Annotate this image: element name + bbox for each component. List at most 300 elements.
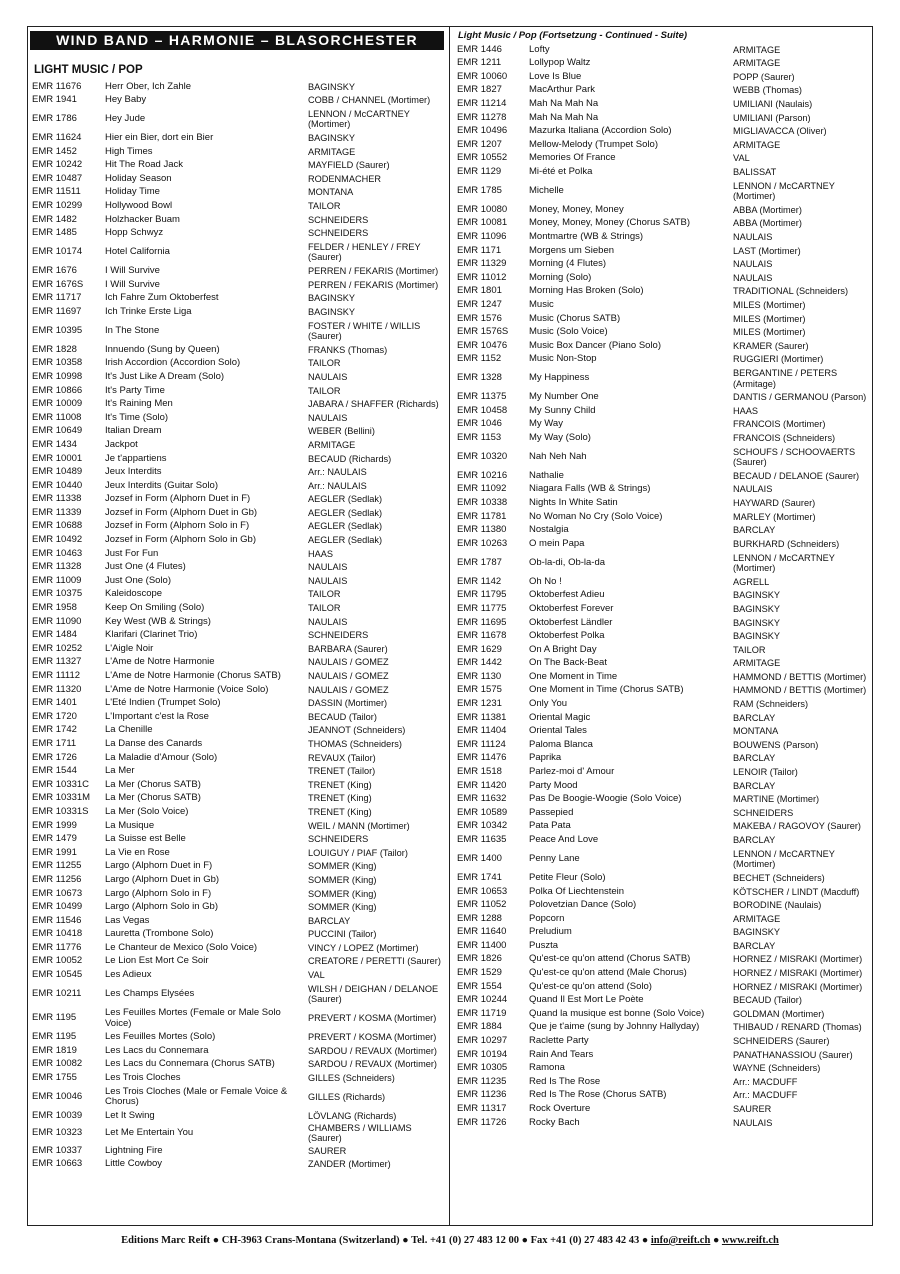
composer-name: BECAUD (Tailor) <box>733 995 802 1006</box>
catalog-row <box>32 710 444 724</box>
catalog-row <box>32 240 444 264</box>
catalog-row <box>32 213 444 227</box>
piece-title: La Suisse est Belle <box>105 833 186 845</box>
footer-fax: Fax +41 (0) 27 483 42 43 <box>530 1235 640 1246</box>
composer-name: MARLEY (Mortimer) <box>733 511 816 522</box>
catalog-code: EMR 10649 <box>32 425 83 437</box>
piece-title: La Mer (Solo Voice) <box>105 805 189 817</box>
piece-title: Only You <box>529 698 568 710</box>
catalog-code: EMR 10060 <box>457 70 508 82</box>
catalog-code: EMR 11795 <box>457 589 507 601</box>
catalog-row <box>32 520 444 534</box>
catalog-row <box>32 1144 444 1158</box>
piece-title: High Times <box>105 145 153 157</box>
catalog-row <box>32 860 444 874</box>
composer-name: ARMITAGE <box>308 439 356 450</box>
catalog-row <box>457 469 871 483</box>
piece-title: Jeux Interdits (Guitar Solo) <box>105 479 218 491</box>
composer-name: BAGINSKY <box>733 617 780 628</box>
composer-name: AGRELL <box>733 576 770 587</box>
catalog-code: EMR 1434 <box>32 438 77 450</box>
piece-title: Music (Chorus SATB) <box>529 312 621 324</box>
catalog-code: EMR 10552 <box>457 152 508 164</box>
piece-title: Red Is The Rose (Chorus SATB) <box>529 1089 667 1101</box>
catalog-code: EMR 1575 <box>457 684 502 696</box>
piece-title: Raclette Party <box>529 1035 589 1047</box>
piece-title: L'Aigle Noir <box>105 642 154 654</box>
catalog-code: EMR 10216 <box>457 469 508 481</box>
catalog-row <box>32 669 444 683</box>
composer-name: FRANCOIS (Mortimer) <box>733 419 826 430</box>
piece-title: L'Ame de Notre Harmonie (Voice Solo) <box>105 683 269 695</box>
catalog-row <box>457 152 871 166</box>
catalog-code: EMR 11697 <box>32 305 82 317</box>
catalog-code: EMR 10331M <box>32 792 91 804</box>
catalog-row <box>457 630 871 644</box>
piece-title: Les Feuilles Mortes (Female or Male Solo Voice) <box>105 1007 281 1029</box>
piece-title: Music (Solo Voice) <box>529 326 608 338</box>
catalog-code: EMR 1629 <box>457 643 502 655</box>
composer-name: RAM (Schneiders) <box>733 699 809 710</box>
footer-tel: Tel. +41 (0) 27 483 12 00 <box>411 1235 520 1246</box>
composer-name: KRAMER (Saurer) <box>733 340 809 351</box>
composer-name: WEBER (Bellini) <box>308 426 375 437</box>
catalog-code: EMR 1195 <box>32 1012 77 1024</box>
catalog-row <box>457 793 871 807</box>
piece-title: Jozsef in Form (Alphorn Duet in F) <box>105 493 251 505</box>
catalog-row <box>457 497 871 511</box>
catalog-code: EMR 1576S <box>457 326 509 338</box>
piece-title: Les Lacs du Connemara <box>105 1044 209 1056</box>
catalog-row <box>457 551 871 575</box>
catalog-row <box>32 343 444 357</box>
piece-title: Jackpot <box>105 438 138 450</box>
catalog-code: EMR 1195 <box>32 1031 77 1043</box>
catalog-row <box>457 589 871 603</box>
catalog-code: EMR 1446 <box>457 43 502 55</box>
composer-name: BARCLAY <box>733 525 776 536</box>
catalog-code: EMR 11009 <box>32 574 82 586</box>
composer-name: ARMITAGE <box>733 44 781 55</box>
piece-title: Nah Neh Nah <box>529 450 587 462</box>
piece-title: Innuendo (Sung by Queen) <box>105 343 220 355</box>
composer-name: TRENET (King) <box>308 793 372 804</box>
piece-title: Hey Baby <box>105 94 147 106</box>
piece-title: Les Trois Cloches <box>105 1072 181 1084</box>
catalog-code: EMR 11511 <box>32 186 81 198</box>
catalog-row <box>32 370 444 384</box>
catalog-code: EMR 1827 <box>457 84 502 96</box>
composer-name: UMILIANI (Naulais) <box>733 98 813 109</box>
piece-title: Keep On Smiling (Solo) <box>105 602 205 614</box>
composer-name: SCHNEIDERS <box>308 228 369 239</box>
composer-name: LÖVLANG (Richards) <box>308 1110 397 1121</box>
catalog-row <box>457 967 871 981</box>
catalog-code: EMR 1786 <box>32 113 77 125</box>
composer-name: HORNEZ / MISRAKI (Mortimer) <box>733 968 863 979</box>
catalog-row <box>32 425 444 439</box>
catalog-row <box>457 391 871 405</box>
catalog-code: EMR 1720 <box>32 710 77 722</box>
composer-name: CREATORE / PERETTI (Saurer) <box>308 956 441 967</box>
catalog-code: EMR 11380 <box>457 524 507 536</box>
piece-title: Music <box>529 298 554 310</box>
catalog-row <box>32 941 444 955</box>
composer-name: BURKHARD (Schneiders) <box>733 538 840 549</box>
composer-name: ABBA (Mortimer) <box>733 204 802 215</box>
catalog-code: EMR 11635 <box>457 834 507 846</box>
catalog-row <box>32 94 444 108</box>
piece-title: Red Is The Rose <box>529 1075 601 1087</box>
composer-name: SCHOUFS / SCHOOVAERTS (Saurer) <box>733 446 856 468</box>
footer-web-link[interactable]: www.reift.ch <box>721 1235 779 1246</box>
catalog-row <box>457 885 871 899</box>
piece-title: La Chenille <box>105 724 153 736</box>
catalog-code: EMR 1958 <box>32 602 77 614</box>
catalog-code: EMR 10323 <box>32 1127 83 1139</box>
catalog-row <box>32 588 444 602</box>
piece-title: Holiday Season <box>105 172 172 184</box>
catalog-code: EMR 10499 <box>32 901 83 913</box>
bullet: ● <box>712 1235 722 1246</box>
piece-title: La Mer (Chorus SATB) <box>105 778 201 790</box>
piece-title: Let Me Entertain You <box>105 1127 194 1139</box>
catalog-code: EMR 1785 <box>457 184 502 196</box>
piece-title: Lofty <box>529 43 550 55</box>
catalog-row <box>32 601 444 615</box>
catalog-row <box>32 629 444 643</box>
catalog-code: EMR 10492 <box>32 534 83 546</box>
piece-title: Just One (Solo) <box>105 574 171 586</box>
catalog-row <box>32 1071 444 1085</box>
composer-name: LENNON / McCARTNEY (Mortimer) <box>733 180 835 202</box>
composer-name: GILLES (Richards) <box>308 1091 386 1102</box>
piece-title: No Woman No Cry (Solo Voice) <box>529 510 663 522</box>
catalog-row <box>457 926 871 940</box>
composer-name: TAILOR <box>308 201 341 211</box>
piece-title: L'Important c'est la Rose <box>105 710 209 722</box>
piece-title: Polovetzian Dance (Solo) <box>529 899 637 911</box>
composer-name: NAULAIS <box>308 412 348 423</box>
catalog-code: EMR 1676S <box>32 278 84 290</box>
piece-title: Memories Of France <box>529 152 616 164</box>
catalog-code: EMR 11695 <box>457 616 507 628</box>
composer-name: SAURER <box>308 1145 347 1156</box>
catalog-row <box>32 1044 444 1058</box>
composer-name: VAL <box>733 153 750 164</box>
composer-name: SCHNEIDERS <box>308 214 369 225</box>
piece-title: Le Chanteur de Mexico (Solo Voice) <box>105 941 258 953</box>
composer-name: VINCY / LOPEZ (Mortimer) <box>308 942 419 953</box>
catalog-code: EMR 11676 <box>32 80 82 92</box>
composer-name: HORNEZ / MISRAKI (Mortimer) <box>733 981 863 992</box>
catalog-code: EMR 10299 <box>32 200 83 211</box>
catalog-row <box>457 339 871 353</box>
composer-name: SCHNEIDERS <box>308 630 369 641</box>
composer-name: GILLES (Schneiders) <box>308 1073 395 1084</box>
catalog-row <box>457 285 871 299</box>
catalog-row <box>457 510 871 524</box>
composer-name: BECHET (Schneiders) <box>733 872 825 883</box>
catalog-row <box>32 452 444 466</box>
composer-name: FOSTER / WHITE / WILLIS (Saurer) <box>308 320 421 342</box>
catalog-row <box>457 312 871 326</box>
catalog-row <box>457 806 871 820</box>
catalog-row <box>32 778 444 792</box>
catalog-row <box>32 887 444 901</box>
composer-name: HAAS <box>308 548 334 559</box>
piece-title: Ob-la-di, Ob-la-da <box>529 556 606 568</box>
composer-name: THIBAUD / RENARD (Thomas) <box>733 1022 862 1033</box>
catalog-code: EMR 10545 <box>32 969 83 981</box>
piece-title: Music Non-Stop <box>529 353 597 365</box>
catalog-code: EMR 11678 <box>457 630 507 642</box>
piece-title: La Maladie d'Amour (Solo) <box>105 751 218 763</box>
bullet: ● <box>402 1235 412 1246</box>
catalog-code: EMR 11236 <box>457 1089 507 1101</box>
composer-name: SOMMER (King) <box>308 902 377 913</box>
catalog-code: EMR 1741 <box>457 871 502 883</box>
piece-title: Nostalgia <box>529 524 569 536</box>
catalog-code: EMR 11624 <box>32 132 82 144</box>
composer-name: NAULAIS <box>308 371 348 382</box>
piece-title: Hopp Schwyz <box>105 227 164 239</box>
catalog-row <box>457 1075 871 1089</box>
composer-name: DANTIS / GERMANOU (Parson) <box>733 392 867 403</box>
catalog-code: EMR 10174 <box>32 246 83 258</box>
piece-title: Les Champs Elysées <box>105 988 195 999</box>
composer-name: BAGINSKY <box>733 927 780 938</box>
piece-title: Largo (Alphorn Duet in F) <box>105 860 213 872</box>
piece-title: Rain And Tears <box>529 1048 594 1060</box>
composer-name: KÖTSCHER / LINDT (Macduff) <box>733 886 860 897</box>
catalog-row <box>457 752 871 766</box>
composer-name: TAILOR <box>308 589 341 600</box>
piece-title: In The Stone <box>105 324 160 336</box>
composer-name: ARMITAGE <box>308 146 356 157</box>
composer-name: BAGINSKY <box>308 306 355 317</box>
catalog-code: EMR 1130 <box>457 670 502 682</box>
catalog-code: EMR 11256 <box>32 873 82 885</box>
catalog-row <box>32 656 444 670</box>
catalog-row <box>457 912 871 926</box>
footer-email-link[interactable]: info@reift.ch <box>650 1235 711 1246</box>
composer-name: TRADITIONAL (Schneiders) <box>733 286 849 297</box>
catalog-code: EMR 1129 <box>457 165 502 177</box>
composer-name: MONTANA <box>733 726 779 737</box>
piece-title: Passepied <box>529 806 574 818</box>
catalog-code: EMR 1142 <box>457 575 502 587</box>
catalog-code: EMR 1046 <box>457 418 502 430</box>
composer-name: ABBA (Mortimer) <box>733 218 802 229</box>
composer-name: SCHNEIDERS <box>733 807 794 818</box>
composer-name: SAURER <box>733 1104 772 1114</box>
composer-name: MILES (Mortimer) <box>733 313 806 324</box>
catalog-row <box>457 820 871 834</box>
catalog-code: EMR 10297 <box>457 1035 508 1047</box>
piece-title: On The Back-Beat <box>529 657 607 669</box>
catalog-code: EMR 10487 <box>32 172 83 184</box>
piece-title: Irish Accordion (Accordion Solo) <box>105 357 241 369</box>
catalog-row <box>457 125 871 139</box>
catalog-row <box>32 819 444 833</box>
catalog-row <box>32 928 444 942</box>
catalog-code: EMR 1211 <box>457 57 502 69</box>
composer-name: AEGLER (Sedlak) <box>308 521 383 532</box>
catalog-code: EMR 1207 <box>457 138 502 150</box>
composer-name: BALISSAT <box>733 166 777 177</box>
catalog-code: EMR 10653 <box>457 885 508 897</box>
composer-name: SOMMER (King) <box>308 888 377 899</box>
catalog-row <box>457 298 871 312</box>
composer-name: ARMITAGE <box>733 58 781 69</box>
catalog-row <box>457 70 871 84</box>
piece-title: La Mer <box>105 765 135 777</box>
catalog-code: EMR 10252 <box>32 642 83 654</box>
piece-title: Qu'est-ce qu'on attend (Chorus SATB) <box>529 953 691 965</box>
composer-name: TRENET (King) <box>308 806 372 817</box>
catalog-code: EMR 1554 <box>457 980 502 992</box>
catalog-code: EMR 1247 <box>457 298 502 310</box>
catalog-code: EMR 10244 <box>457 994 508 1006</box>
composer-name: FRANCOIS (Schneiders) <box>733 432 836 443</box>
composer-name: MIGLIAVACCA (Oliver) <box>733 126 827 137</box>
catalog-code: EMR 10688 <box>32 520 83 532</box>
catalog-code: EMR 10081 <box>457 217 508 229</box>
continued-title: Light Music / Pop (Fortsetzung - Continued - Suite) <box>458 30 688 41</box>
piece-title: Oktoberfest Forever <box>529 602 614 614</box>
piece-title: Polka Of Liechtenstein <box>529 885 625 897</box>
catalog-row <box>457 738 871 752</box>
catalog-row <box>457 779 871 793</box>
catalog-row <box>32 901 444 915</box>
piece-title: Morning (Solo) <box>529 271 592 283</box>
catalog-row <box>457 994 871 1008</box>
composer-name: MONTANA <box>308 187 354 198</box>
catalog-code: EMR 11012 <box>457 271 507 283</box>
composer-name: PERREN / FEKARIS (Mortimer) <box>308 279 439 290</box>
catalog-code: EMR 11090 <box>32 615 82 627</box>
composer-name: TAILOR <box>308 603 341 614</box>
catalog-row <box>32 292 444 306</box>
piece-title: My Happiness <box>529 372 590 384</box>
piece-title: Jozsef in Form (Alphorn Solo in F) <box>105 520 250 532</box>
catalog-code: EMR 10194 <box>457 1048 508 1060</box>
catalog-code: EMR 10338 <box>457 497 508 509</box>
piece-title: Music Box Dancer (Piano Solo) <box>529 339 661 351</box>
piece-title: Party Mood <box>529 779 578 791</box>
catalog-code: EMR 1442 <box>457 657 502 669</box>
catalog-row <box>457 899 871 913</box>
catalog-code: EMR 10242 <box>32 159 83 171</box>
composer-name: SARDOU / REVAUX (Mortimer) <box>308 1059 437 1070</box>
catalog-code: EMR 10440 <box>32 479 83 491</box>
composer-name: NAULAIS / GOMEZ <box>308 657 389 668</box>
composer-name: NAULAIS <box>308 575 348 586</box>
composer-name: SCHNEIDERS (Saurer) <box>733 1036 830 1047</box>
catalog-code: EMR 1153 <box>457 431 502 443</box>
piece-title: It's Time (Solo) <box>105 411 169 423</box>
catalog-code: EMR 11112 <box>32 670 81 681</box>
composer-name: JEANNOT (Schneiders) <box>308 725 406 736</box>
composer-name: RUGGIERI (Mortimer) <box>733 354 824 365</box>
catalog-row <box>32 227 444 241</box>
catalog-row <box>32 751 444 765</box>
catalog-row <box>32 737 444 751</box>
piece-title: Michelle <box>529 184 564 196</box>
catalog-row <box>32 1058 444 1072</box>
composer-name: SOMMER (King) <box>308 861 377 872</box>
composer-name: HORNEZ / MISRAKI (Mortimer) <box>733 954 863 965</box>
piece-title: Montmartre (WB & Strings) <box>529 230 644 242</box>
piece-title: Kaleidoscope <box>105 588 163 600</box>
catalog-row <box>457 1034 871 1048</box>
composer-name: MAKEBA / RAGOVOY (Saurer) <box>733 821 861 832</box>
catalog-row <box>32 805 444 819</box>
catalog-row <box>32 411 444 425</box>
piece-title: Italian Dream <box>105 425 162 437</box>
composer-name: NAULAIS / GOMEZ <box>308 671 389 681</box>
piece-title: Quand la musique est bonne (Solo Voice) <box>529 1007 705 1019</box>
composer-name: ARMITAGE <box>733 913 781 924</box>
catalog-row <box>32 131 444 145</box>
piece-title: Holzhacker Buam <box>105 213 180 225</box>
composer-name: BERGANTINE / PETERS (Armitage) <box>733 368 838 389</box>
catalog-row <box>32 547 444 561</box>
catalog-code: EMR 1576 <box>457 312 502 324</box>
catalog-row <box>457 258 871 272</box>
composer-name: BAGINSKY <box>733 631 780 642</box>
catalog-code: EMR 11235 <box>457 1075 507 1087</box>
composer-name: NAULAIS <box>733 484 773 495</box>
catalog-row <box>457 97 871 111</box>
catalog-row <box>457 111 871 125</box>
catalog-code: EMR 1452 <box>32 145 77 157</box>
catalog-code: EMR 10375 <box>32 588 83 600</box>
piece-title: Les Feuilles Mortes (Solo) <box>105 1031 216 1043</box>
catalog-row <box>32 493 444 507</box>
catalog-code: EMR 1231 <box>457 698 502 710</box>
catalog-row <box>457 871 871 885</box>
catalog-row <box>32 765 444 779</box>
composer-name: SOMMER (King) <box>308 874 377 885</box>
catalog-code: EMR 11546 <box>32 914 82 926</box>
piece-title: I Will Survive <box>105 265 160 277</box>
catalog-row <box>32 466 444 480</box>
catalog-row <box>457 366 871 390</box>
catalog-code: EMR 10589 <box>457 806 508 818</box>
composer-name: AEGLER (Sedlak) <box>308 535 383 546</box>
piece-title: Jozsef in Form (Alphorn Solo in Gb) <box>105 534 257 546</box>
composer-name: NAULAIS <box>733 231 773 242</box>
catalog-code: EMR 10673 <box>32 887 83 899</box>
piece-title: I Will Survive <box>105 278 160 290</box>
catalog-row <box>457 939 871 953</box>
composer-name: BECAUD (Tailor) <box>308 711 377 722</box>
piece-title: It's Just Like A Dream (Solo) <box>105 370 225 382</box>
composer-name: COBB / CHANNEL (Mortimer) <box>308 95 431 106</box>
piece-title: Oktoberfest Ländler <box>529 616 613 628</box>
catalog-row <box>32 278 444 292</box>
catalog-row <box>32 955 444 969</box>
catalog-row <box>457 84 871 98</box>
catalog-row <box>32 172 444 186</box>
composer-name: GOLDMAN (Mortimer) <box>733 1008 825 1019</box>
catalog-code: EMR 10463 <box>32 547 83 559</box>
catalog-code: EMR 11317 <box>457 1103 507 1114</box>
catalog-row <box>32 873 444 887</box>
catalog-row <box>457 1089 871 1103</box>
